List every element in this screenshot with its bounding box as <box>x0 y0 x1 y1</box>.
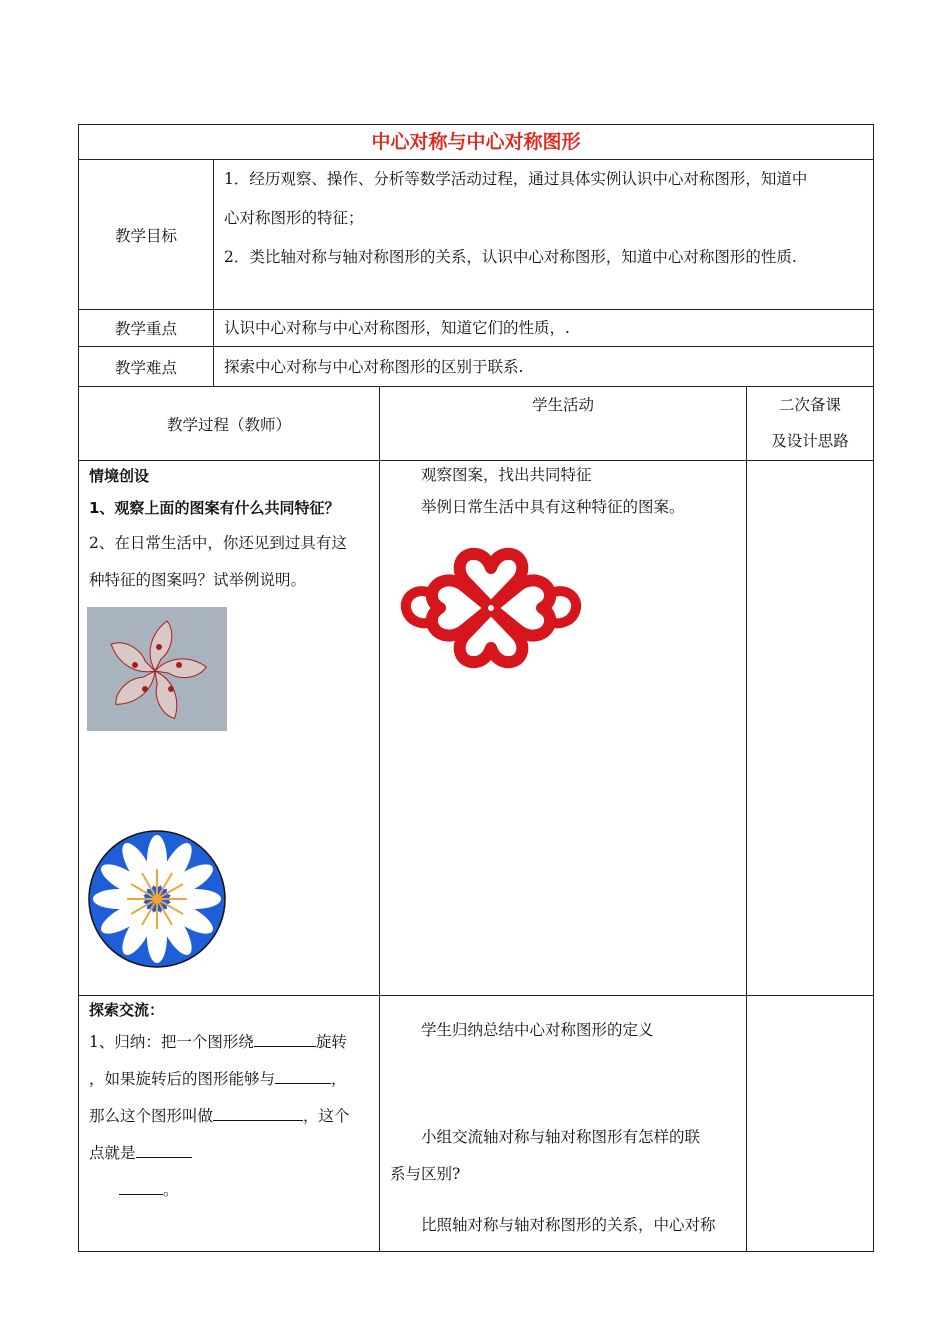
section-explore-row <box>79 996 874 1252</box>
explore-line-4-start: 点就是 <box>89 1144 136 1162</box>
blue-circle-white-flower <box>87 829 227 969</box>
explore-student-line-2: 小组交流轴对称与轴对称图形有怎样的联 <box>421 1128 701 1146</box>
situation-teacher-cell <box>79 461 380 996</box>
document-title: 中心对称与中心对称图形 <box>371 131 581 153</box>
difficulties-content: 探索中心对称与中心对称图形的区别于联系. <box>214 347 874 387</box>
explore-line-2-end: ， <box>331 1070 347 1088</box>
notes-column-header <box>747 387 874 461</box>
difficulties-label: 教学难点 <box>79 347 214 387</box>
goals-line-1: 1．经历观察、操作、分析等数学活动过程，通过具体实例认识中心对称图形，知道中 <box>224 170 808 188</box>
explore-student-line-1: 学生归纳总结中心对称图形的定义 <box>421 1021 654 1039</box>
blank-point-name[interactable] <box>136 1143 192 1158</box>
section-situation-row <box>79 461 874 996</box>
lesson-plan-table <box>78 124 874 1252</box>
explore-student-cell <box>380 996 747 1252</box>
teacher-column-header: 教学过程（教师） <box>79 387 380 461</box>
situation-student-line-1: 观察图案，找出共同特征 <box>421 466 592 484</box>
explore-line-1-end: 旋转 <box>315 1033 347 1051</box>
explore-line-2-start: ，如果旋转后的图形能够与 <box>89 1070 276 1088</box>
explore-notes-cell <box>747 996 874 1252</box>
process-header-row <box>79 387 874 461</box>
situation-question-2a: 2、在日常生活中，你还见到过具有这 <box>89 534 347 552</box>
key-points-row <box>79 310 874 347</box>
situation-notes-cell <box>747 461 874 996</box>
student-column-header: 学生活动 <box>380 387 747 461</box>
key-points-label: 教学重点 <box>79 310 214 347</box>
title-row <box>79 125 874 160</box>
title-cell <box>79 125 874 160</box>
goals-line-2: 心对称图形的特征； <box>224 209 364 227</box>
chinese-knot-logo <box>396 546 586 676</box>
goals-label: 教学目标 <box>79 160 214 310</box>
situation-question-2b: 种特征的图案吗？试举例说明。 <box>89 571 307 589</box>
explore-line-3 <box>79 1098 379 1135</box>
explore-line-3-start: 那么这个图形叫做 <box>89 1107 214 1125</box>
notes-header-line-2: 及设计思路 <box>771 432 849 450</box>
situation-question-1: 1、观察上面的图案有什么共同特征？ <box>89 499 340 517</box>
situation-student-cell <box>380 461 747 996</box>
notes-header-line-1: 二次备课 <box>779 396 842 414</box>
blank-coincide[interactable] <box>275 1069 331 1084</box>
goals-row <box>79 160 874 310</box>
explore-line-3-end: ，这个 <box>303 1107 350 1125</box>
situation-heading: 情境创设 <box>89 467 150 485</box>
difficulties-row <box>79 347 874 387</box>
blank-figure-name[interactable] <box>213 1106 303 1121</box>
explore-line-2 <box>79 1061 379 1098</box>
explore-line-5-end: 。 <box>163 1181 179 1199</box>
explore-line-1-start: 1、归纳：把一个图形绕 <box>89 1033 254 1051</box>
key-points-content: 认识中心对称与中心对称图形，知道它们的性质，. <box>214 310 874 347</box>
situation-student-line-2: 举例日常生活中具有这种特征的图案。 <box>421 498 685 516</box>
goals-line-3: 2．类比轴对称与轴对称图形的关系，认识中心对称图形，知道中心对称图形的性质. <box>224 248 797 266</box>
explore-teacher-cell <box>79 996 380 1252</box>
explore-line-1 <box>79 1024 379 1061</box>
explore-line-5 <box>79 1172 379 1209</box>
explore-line-4 <box>79 1135 379 1172</box>
bauhinia-flower-emblem <box>87 607 227 731</box>
blank-point-name-continued[interactable] <box>119 1180 163 1195</box>
goals-content <box>214 160 874 310</box>
explore-student-line-4: 比照轴对称与轴对称图形的关系，中心对称 <box>421 1216 716 1234</box>
blank-rotation-center[interactable] <box>254 1032 316 1047</box>
explore-heading: 探索交流： <box>89 1001 165 1019</box>
explore-student-line-3: 系与区别? <box>390 1165 461 1183</box>
